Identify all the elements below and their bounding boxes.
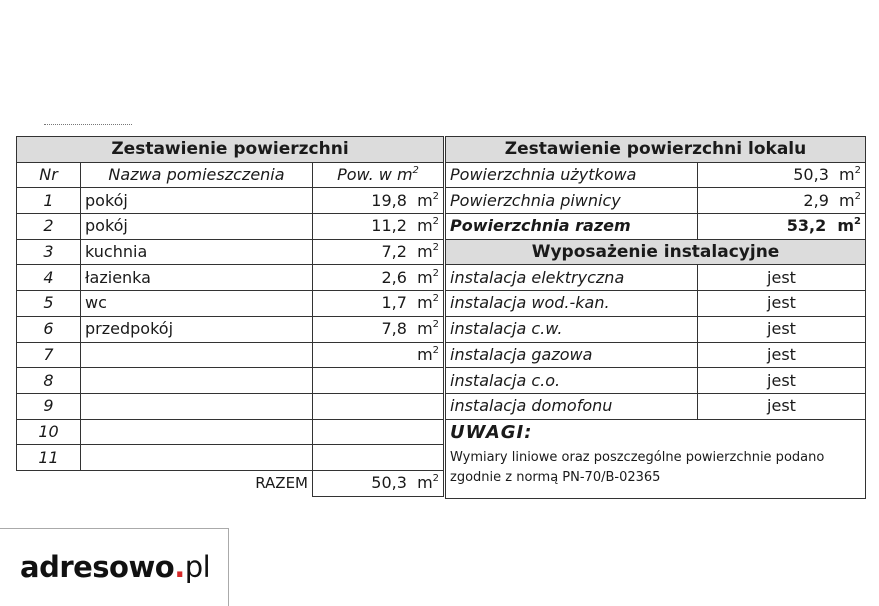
equipment-label: instalacja elektryczna bbox=[446, 265, 698, 291]
room-row bbox=[17, 265, 444, 291]
equipment-row bbox=[446, 291, 866, 317]
room-nr: 3 bbox=[17, 239, 81, 265]
room-name: kuchnia bbox=[81, 239, 313, 265]
room-name bbox=[81, 393, 313, 419]
unit-table-title: Zestawienie powierzchni lokalu bbox=[446, 137, 866, 163]
col-area: Pow. w $m^2$ bbox=[313, 162, 444, 188]
equipment-row bbox=[446, 316, 866, 342]
room-row bbox=[17, 214, 444, 240]
room-area: 2,6 $m^2$ bbox=[313, 265, 444, 291]
notes-title: UWAGI: bbox=[450, 421, 533, 443]
room-name bbox=[81, 419, 313, 445]
room-nr: 4 bbox=[17, 265, 81, 291]
room-nr: 2 bbox=[17, 214, 81, 240]
summary-label: Powierzchnia razem bbox=[446, 214, 698, 240]
equipment-label: instalacja c.o. bbox=[446, 368, 698, 394]
room-nr: 11 bbox=[17, 445, 81, 471]
notes-cell bbox=[446, 419, 866, 498]
room-nr: 7 bbox=[17, 342, 81, 368]
equipment-title: Wyposażenie instalacyjne bbox=[446, 239, 866, 265]
summary-row bbox=[446, 214, 866, 240]
equipment-row bbox=[446, 265, 866, 291]
room-row bbox=[17, 368, 444, 394]
room-area: 11,2 $m^2$ bbox=[313, 214, 444, 240]
room-nr: 5 bbox=[17, 291, 81, 317]
equipment-row bbox=[446, 342, 866, 368]
equipment-row bbox=[446, 368, 866, 394]
room-name: łazienka bbox=[81, 265, 313, 291]
room-total-row bbox=[17, 470, 444, 496]
room-nr: 1 bbox=[17, 188, 81, 214]
room-row bbox=[17, 393, 444, 419]
summary-value: 2,9 $m^2$ bbox=[698, 188, 866, 214]
room-nr: 6 bbox=[17, 316, 81, 342]
room-area: 19,8 $m^2$ bbox=[313, 188, 444, 214]
room-name: wc bbox=[81, 291, 313, 317]
room-row bbox=[17, 342, 444, 368]
room-name bbox=[81, 445, 313, 471]
adresowo-logo[interactable] bbox=[0, 528, 229, 606]
equipment-label: instalacja domofonu bbox=[446, 393, 698, 419]
equipment-label: instalacja c.w. bbox=[446, 316, 698, 342]
room-area bbox=[313, 368, 444, 394]
total-value: 50,3 $m^2$ bbox=[313, 470, 444, 496]
col-nr: Nr bbox=[17, 162, 81, 188]
room-row bbox=[17, 316, 444, 342]
room-row bbox=[17, 188, 444, 214]
room-area-table bbox=[16, 136, 444, 497]
room-table-title: Zestawienie powierzchni bbox=[17, 137, 444, 163]
equipment-value: jest bbox=[698, 368, 866, 394]
equipment-value: jest bbox=[698, 291, 866, 317]
room-row bbox=[17, 445, 444, 471]
room-area: $m^2$ bbox=[313, 342, 444, 368]
room-name: pokój bbox=[81, 214, 313, 240]
room-area: 7,8 $m^2$ bbox=[313, 316, 444, 342]
room-nr: 10 bbox=[17, 419, 81, 445]
summary-value: 50,3 $m^2$ bbox=[698, 162, 866, 188]
equipment-value: jest bbox=[698, 265, 866, 291]
scan-top-trace bbox=[44, 124, 132, 135]
room-row bbox=[17, 239, 444, 265]
room-nr: 8 bbox=[17, 368, 81, 394]
total-label: RAZEM bbox=[81, 470, 313, 496]
equipment-value: jest bbox=[698, 316, 866, 342]
room-name: przedpokój bbox=[81, 316, 313, 342]
room-area bbox=[313, 419, 444, 445]
room-row bbox=[17, 419, 444, 445]
room-name bbox=[81, 342, 313, 368]
equipment-value: jest bbox=[698, 393, 866, 419]
room-area: 7,2 $m^2$ bbox=[313, 239, 444, 265]
equipment-value: jest bbox=[698, 342, 866, 368]
summary-value: 53,2 $m^2$ bbox=[698, 214, 866, 240]
logo-wordmark: adresowo.pl bbox=[20, 550, 211, 584]
room-area bbox=[313, 445, 444, 471]
equipment-label: instalacja wod.-kan. bbox=[446, 291, 698, 317]
summary-row bbox=[446, 162, 866, 188]
col-room-name: Nazwa pomieszczenia bbox=[81, 162, 313, 188]
room-table-header bbox=[17, 162, 444, 188]
summary-label: Powierzchnia piwnicy bbox=[446, 188, 698, 214]
room-name bbox=[81, 368, 313, 394]
room-row bbox=[17, 291, 444, 317]
unit-area-table bbox=[445, 136, 866, 499]
room-area bbox=[313, 393, 444, 419]
notes-text: Wymiary liniowe oraz poszczególne powierzchnie podano zgodnie z normą PN-70/B-02365 bbox=[450, 449, 825, 485]
summary-row bbox=[446, 188, 866, 214]
equipment-row bbox=[446, 393, 866, 419]
room-area: 1,7 $m^2$ bbox=[313, 291, 444, 317]
equipment-label: instalacja gazowa bbox=[446, 342, 698, 368]
room-name: pokój bbox=[81, 188, 313, 214]
room-nr: 9 bbox=[17, 393, 81, 419]
summary-label: Powierzchnia użytkowa bbox=[446, 162, 698, 188]
